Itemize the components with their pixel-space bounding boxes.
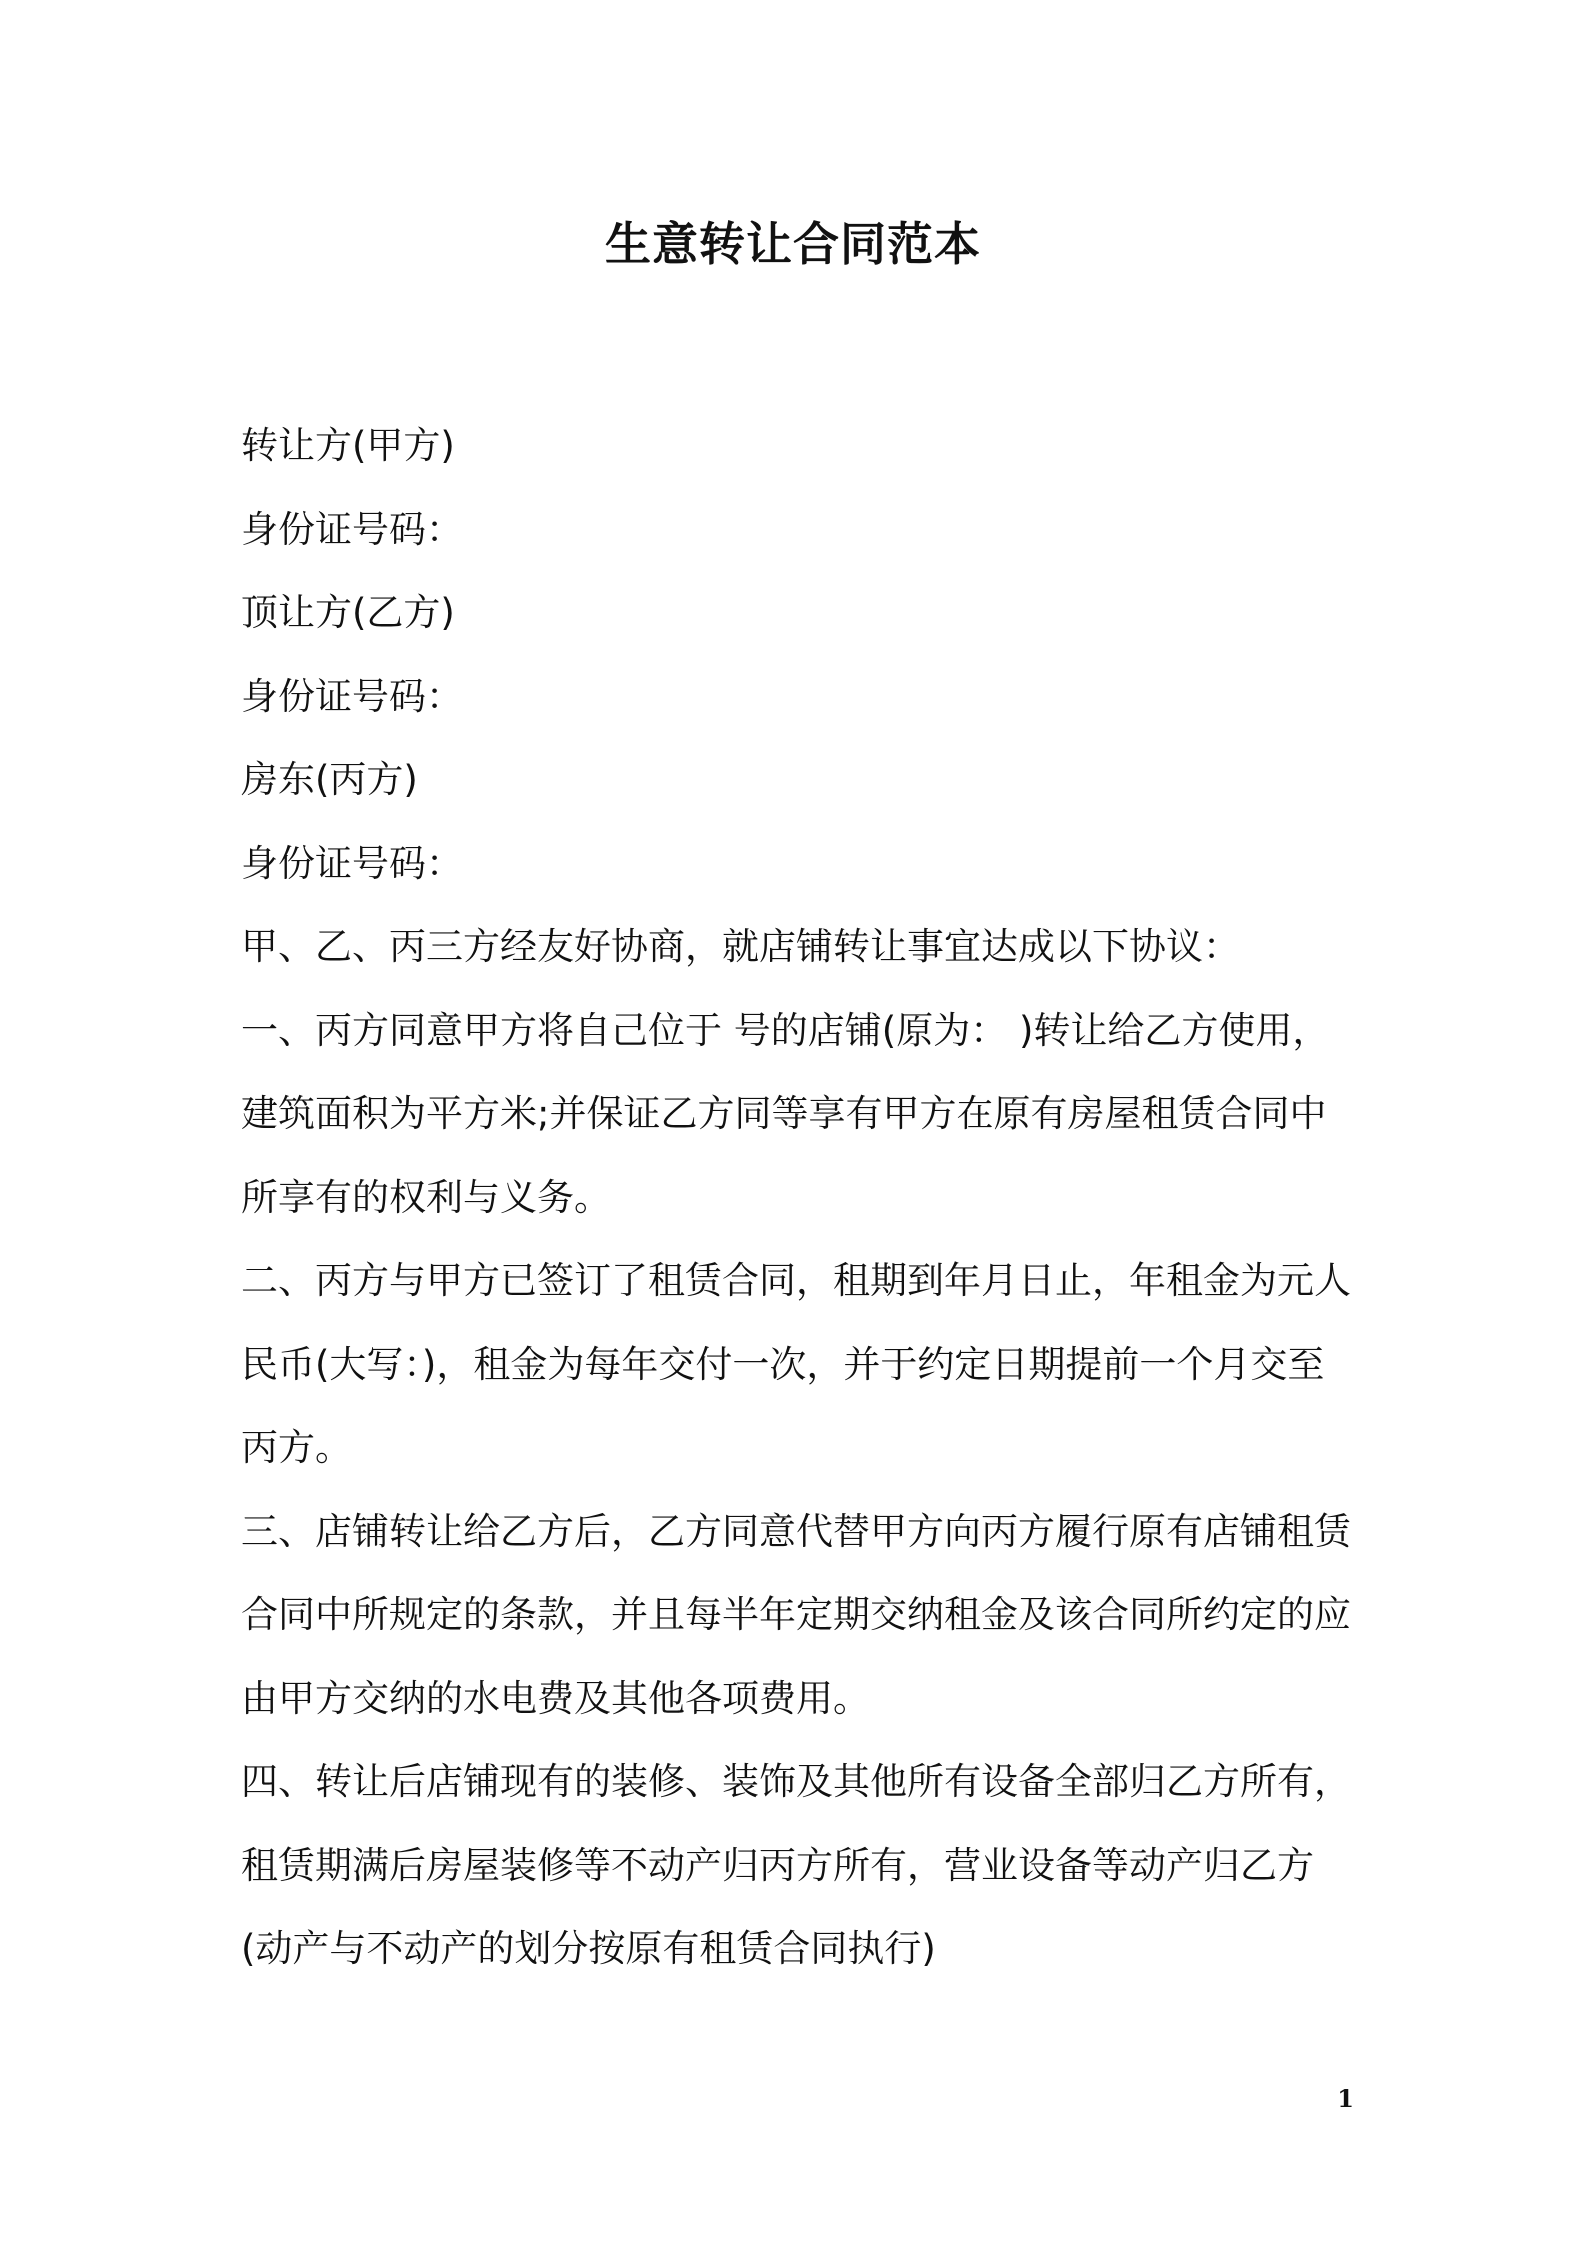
party-b-id-label: 身份证号码：	[241, 674, 463, 718]
party-c-label: 房东(丙方)	[241, 758, 418, 801]
document-title: 生意转让合同范本	[605, 217, 981, 271]
party-b-label: 顶让方(乙方)	[241, 591, 455, 634]
clause-1-line-1: 一、丙方同意甲方将自己位于 号的店铺(原为： )转让给乙方使用，	[241, 1008, 1330, 1052]
clause-3-line-1: 三、店铺转让给乙方后，乙方同意代替甲方向丙方履行原有店铺租赁	[241, 1509, 1351, 1553]
clause-1-line-2: 建筑面积为平方米;并保证乙方同等享有甲方在原有房屋租赁合同中	[241, 1092, 1327, 1135]
clause-3-line-3: 由甲方交纳的水电费及其他各项费用。	[241, 1676, 870, 1720]
agreement-intro: 甲、乙、丙三方经友好协商，就店铺转让事宜达成以下协议：	[241, 925, 1240, 968]
document-body	[241, 404, 1361, 1991]
clause-4-line-1: 四、转让后店铺现有的装修、装饰及其他所有设备全部归乙方所有，	[241, 1760, 1351, 1803]
page-number: 1	[1337, 2084, 1354, 2113]
clause-3-line-2: 合同中所规定的条款，并且每半年定期交纳租金及该合同所约定的应	[241, 1593, 1351, 1636]
clause-4-line-2: 租赁期满后房屋装修等不动产归丙方所有，营业设备等动产归乙方	[241, 1843, 1314, 1887]
clause-4-line-3: (动产与不动产的划分按原有租赁合同执行)	[241, 1927, 936, 1970]
party-a-id-label: 身份证号码：	[241, 507, 463, 551]
clause-2-line-3: 丙方。	[241, 1426, 352, 1469]
party-c-id-label: 身份证号码：	[241, 841, 463, 885]
clause-2-line-1: 二、丙方与甲方已签订了租赁合同，租期到年月日止，年租金为元人	[241, 1259, 1351, 1302]
clause-2-line-2: 民币(大写：)，租金为每年交付一次，并于约定日期提前一个月交至	[241, 1342, 1325, 1386]
clause-1-line-3: 所享有的权利与义务。	[241, 1175, 611, 1219]
party-a-label: 转让方(甲方)	[241, 424, 455, 467]
